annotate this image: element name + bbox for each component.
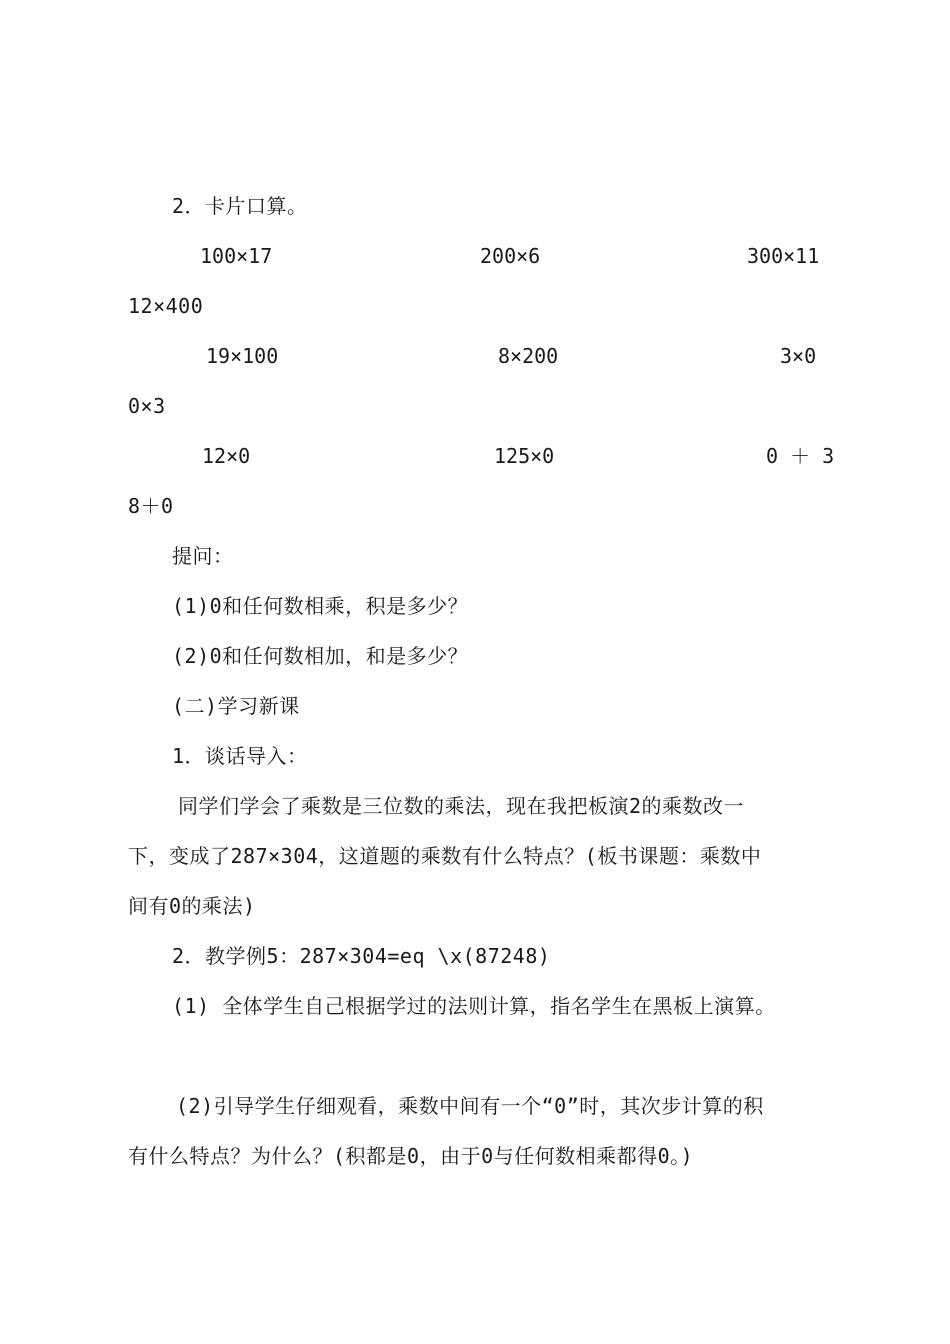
expr-3x0: 3×0	[780, 344, 817, 368]
substep-1: (1) 全体学生自己根据学过的法则计算，指名学生在黑板上演算。	[172, 994, 776, 1018]
step-1-heading: 1．谈话导入：	[172, 744, 308, 768]
paragraph-1-line-3: 间有0的乘法)	[128, 894, 256, 918]
expr-8x200: 8×200	[498, 344, 559, 368]
question-2: (2)0和任何数相加，和是多少？	[172, 644, 469, 668]
card-calc-title: 2．卡片口算。	[172, 194, 308, 218]
expr-0plus3: 0 ＋ 3	[766, 444, 835, 468]
expr-8plus0: 8＋0	[128, 494, 174, 518]
expr-12x400: 12×400	[128, 294, 204, 318]
expr-200x6: 200×6	[480, 244, 541, 268]
expr-300x11: 300×11	[747, 244, 820, 268]
ask-label: 提问：	[172, 544, 234, 568]
expr-125x0: 125×0	[494, 444, 555, 468]
paragraph-1-line-2: 下，变成了287×304，这道题的乘数有什么特点？(板书课题：乘数中	[128, 844, 762, 868]
paragraph-1-line-1: 同学们学会了乘数是三位数的乘法，现在我把板演2的乘数改一	[178, 794, 745, 818]
expr-100x17: 100×17	[200, 244, 273, 268]
question-1: (1)0和任何数相乘，积是多少？	[172, 594, 469, 618]
expr-19x100: 19×100	[206, 344, 279, 368]
substep-2-line-2: 有什么特点？为什么？(积都是0，由于0与任何数相乘都得0。)	[128, 1144, 694, 1168]
expr-0x3: 0×3	[128, 394, 166, 418]
section-heading: (二)学习新课	[172, 694, 300, 718]
expr-12x0: 12×0	[202, 444, 251, 468]
substep-2-line-1: (2)引导学生仔细观看，乘数中间有一个“0”时，其次步计算的积	[176, 1094, 764, 1118]
step-2-heading: 2．教学例5：287×304=eq \x(87248)	[172, 944, 551, 968]
